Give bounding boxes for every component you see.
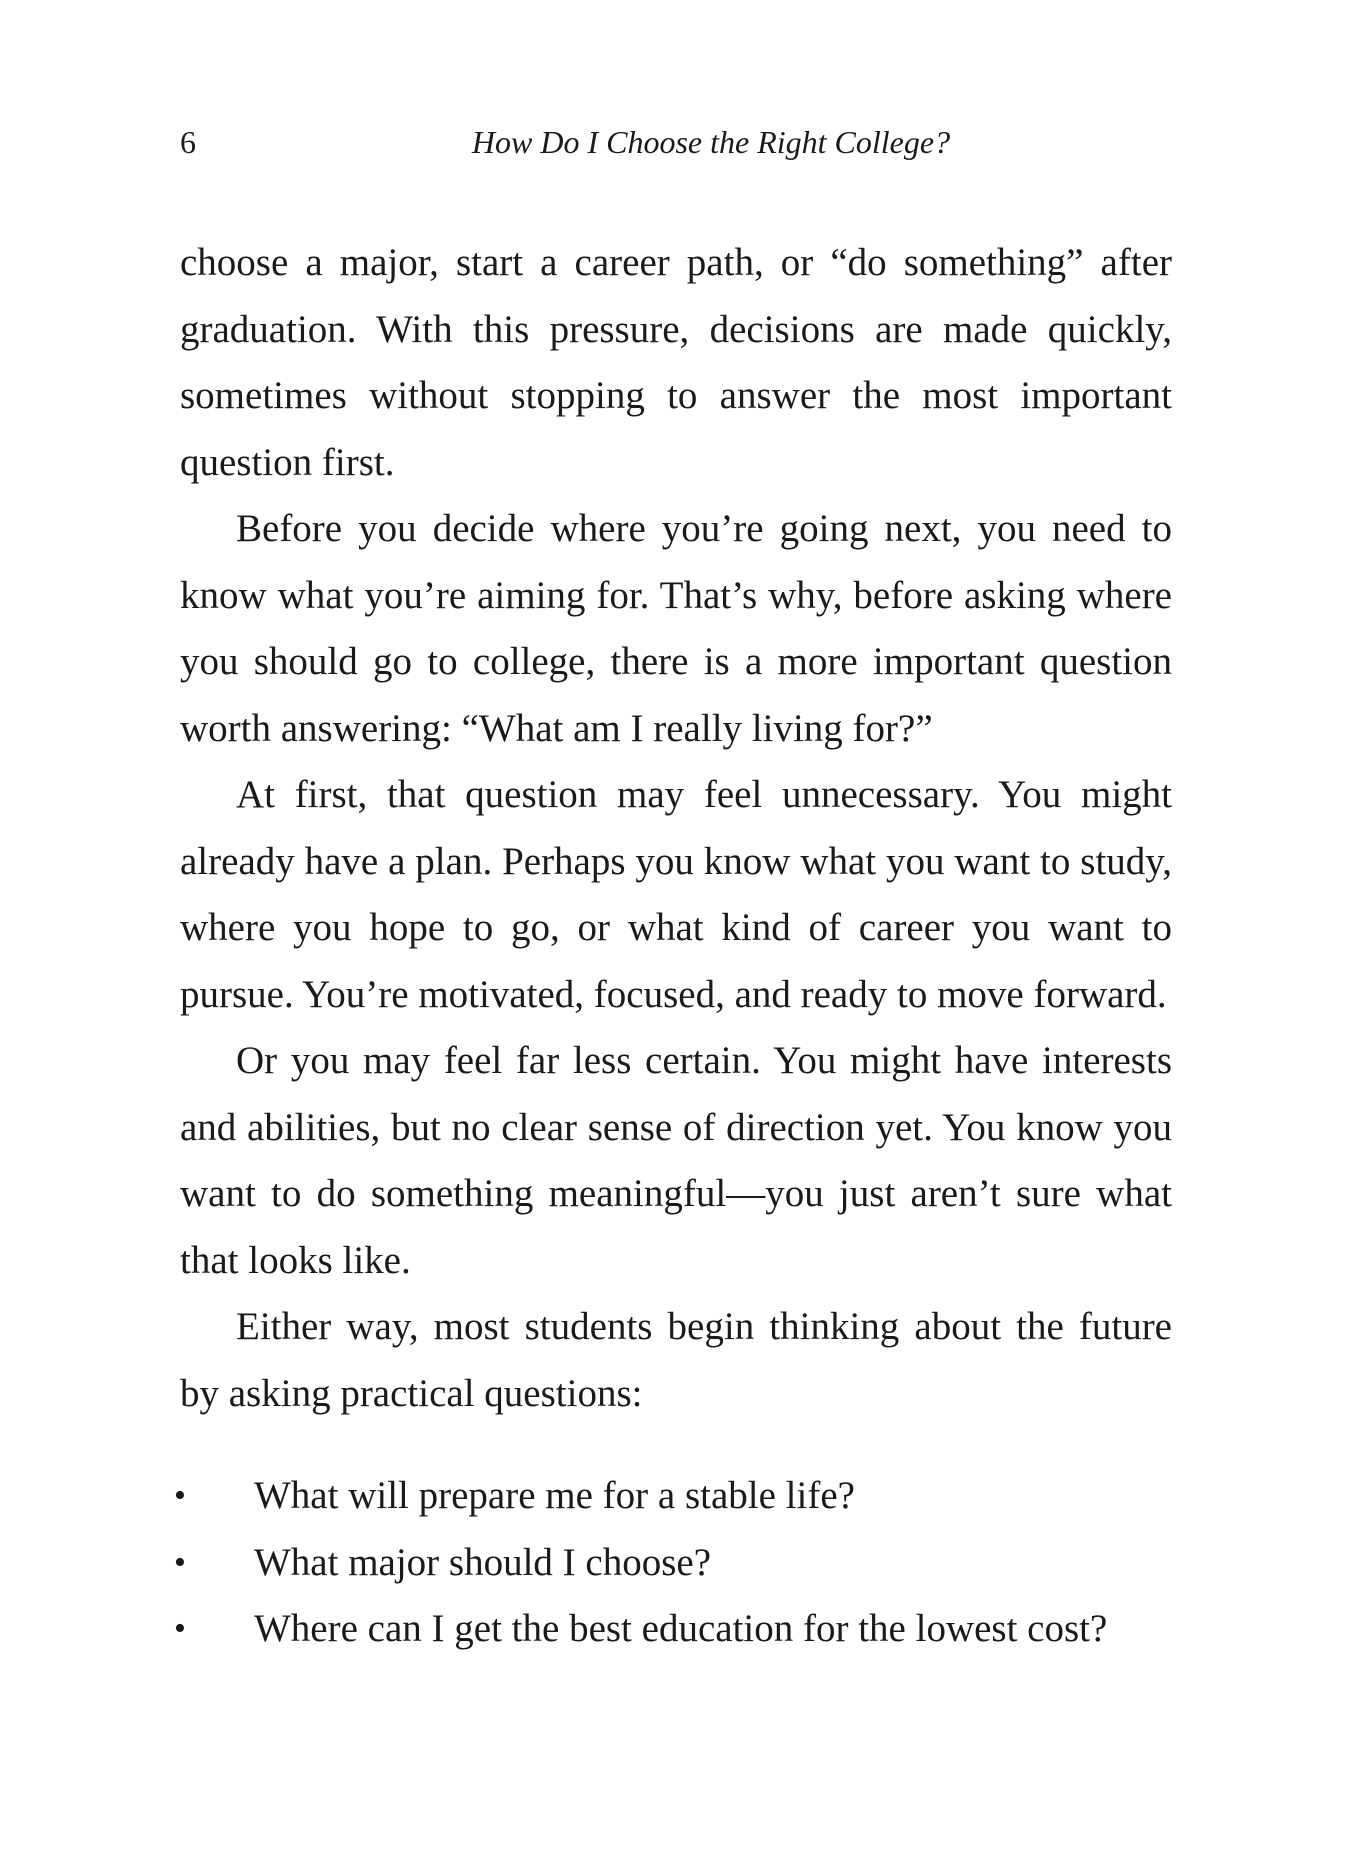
question-text: What will prepare me for a stable life?: [254, 1474, 855, 1517]
bullet-icon: •: [174, 1610, 186, 1647]
question-list: [174, 1463, 1172, 1663]
bullet-icon: •: [174, 1477, 186, 1514]
list-item: [174, 1530, 1172, 1597]
list-item: [174, 1463, 1172, 1530]
page-number: 6: [180, 124, 196, 160]
paragraph: At first, that question may feel unnecessary. You might already have a plan. Perhaps you know what you want to study, where you hope to go, or what kind of career you want to pursue. You’re motivated, focused, and ready to move forward.: [180, 773, 1172, 1016]
running-head: [180, 120, 1172, 164]
question-text: Where can I get the best education for the lowest cost?: [254, 1607, 1108, 1650]
paragraph: Or you may feel far less certain. You might have interests and abilities, but no clear sense of direction yet. You know you want to do something meaningful—you just aren’t sure what that looks like.: [180, 1039, 1172, 1282]
question-text: What major should I choose?: [254, 1540, 712, 1584]
list-item: [174, 1596, 1172, 1663]
paragraph: Before you decide where you’re going next, you need to know what you’re aiming for. That’s why, before asking where you should go to college, there is a more important question worth answering: “What am I really living for?”: [180, 507, 1172, 750]
body-text: [174, 230, 1172, 1663]
running-title: How Do I Choose the Right College?: [471, 124, 951, 160]
bullet-icon: •: [174, 1543, 186, 1581]
paragraph: Either way, most students begin thinking about the future by asking practical questions:: [180, 1305, 1172, 1415]
paragraph-continued: choose a major, start a career path, or “do something” after graduation. With this pressure, decisions are made quickly, sometimes without stopping to answer the most important question first.: [180, 241, 1172, 484]
